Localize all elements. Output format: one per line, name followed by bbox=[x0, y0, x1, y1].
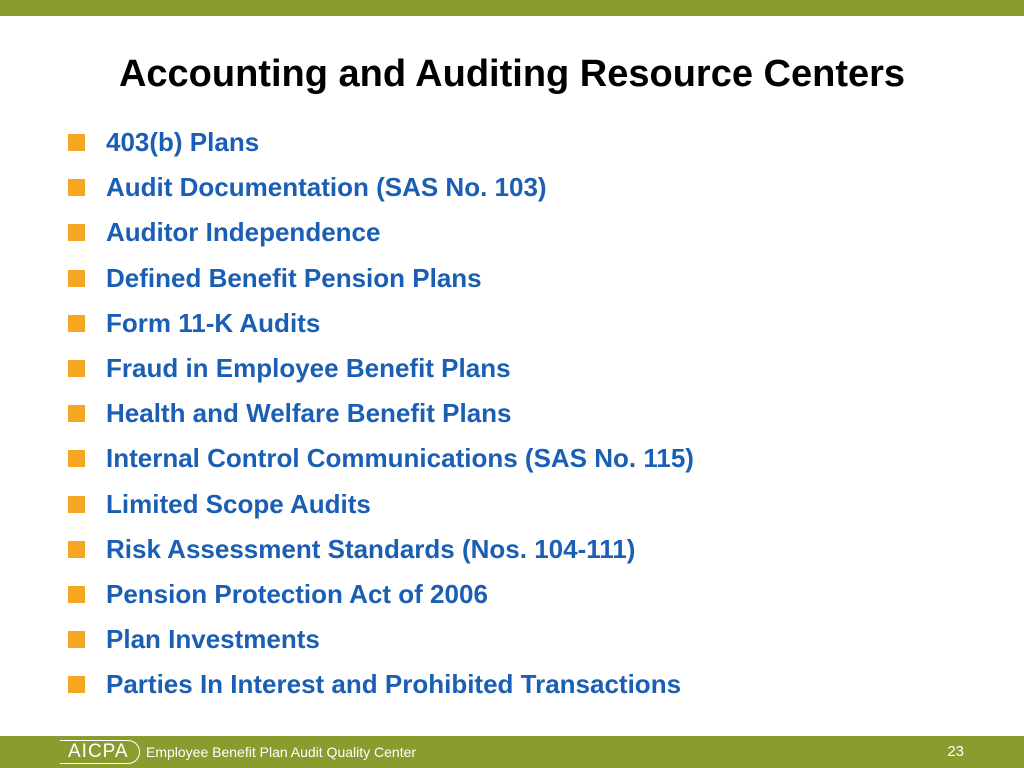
bullet-marker bbox=[68, 179, 85, 196]
aicpa-logo bbox=[60, 740, 140, 764]
bullet-text: Internal Control Communications (SAS No. 115) bbox=[106, 443, 694, 474]
bullet-text: Limited Scope Audits bbox=[106, 488, 371, 519]
slide-title: Accounting and Auditing Resource Centers bbox=[118, 53, 906, 95]
bullet-marker bbox=[68, 405, 85, 422]
bullet-list bbox=[68, 120, 694, 707]
bullet-marker bbox=[68, 315, 85, 332]
top-accent-bar bbox=[0, 0, 1024, 16]
footer-text: Employee Benefit Plan Audit Quality Center bbox=[146, 744, 417, 760]
bullet-marker bbox=[68, 586, 85, 603]
bullet-item bbox=[68, 482, 694, 527]
bullet-item bbox=[68, 662, 694, 707]
logo-text: AICPA bbox=[60, 740, 140, 764]
bullet-text: Audit Documentation (SAS No. 103) bbox=[106, 172, 547, 203]
bullet-item bbox=[68, 346, 694, 391]
bullet-text: Fraud in Employee Benefit Plans bbox=[106, 353, 511, 384]
bullet-item bbox=[68, 527, 694, 572]
bullet-item bbox=[68, 210, 694, 255]
bullet-marker bbox=[68, 450, 85, 467]
bullet-marker bbox=[68, 224, 85, 241]
bullet-marker bbox=[68, 270, 85, 287]
bullet-text: Defined Benefit Pension Plans bbox=[106, 262, 482, 293]
bullet-item bbox=[68, 165, 694, 210]
bullet-item bbox=[68, 120, 694, 165]
bullet-marker bbox=[68, 360, 85, 377]
bullet-marker bbox=[68, 541, 85, 558]
bullet-item bbox=[68, 301, 694, 346]
bullet-text: Auditor Independence bbox=[106, 217, 381, 248]
bullet-item bbox=[68, 256, 694, 301]
bullet-marker bbox=[68, 631, 85, 648]
bullet-text: Health and Welfare Benefit Plans bbox=[106, 398, 512, 429]
bullet-marker bbox=[68, 496, 85, 513]
bullet-item bbox=[68, 617, 694, 662]
page-number: 23 bbox=[947, 743, 964, 760]
bullet-text: 403(b) Plans bbox=[106, 127, 260, 158]
bullet-text: Parties In Interest and Prohibited Transactions bbox=[106, 669, 682, 700]
bullet-item bbox=[68, 391, 694, 436]
bullet-text: Pension Protection Act of 2006 bbox=[106, 578, 488, 609]
bullet-text: Plan Investments bbox=[106, 624, 320, 655]
bullet-text: Risk Assessment Standards (Nos. 104-111) bbox=[106, 533, 636, 564]
bullet-item bbox=[68, 572, 694, 617]
bullet-marker bbox=[68, 676, 85, 693]
bullet-item bbox=[68, 436, 694, 481]
bullet-text: Form 11-K Audits bbox=[106, 307, 321, 338]
bullet-marker bbox=[68, 134, 85, 151]
footer-bar bbox=[0, 736, 1024, 768]
